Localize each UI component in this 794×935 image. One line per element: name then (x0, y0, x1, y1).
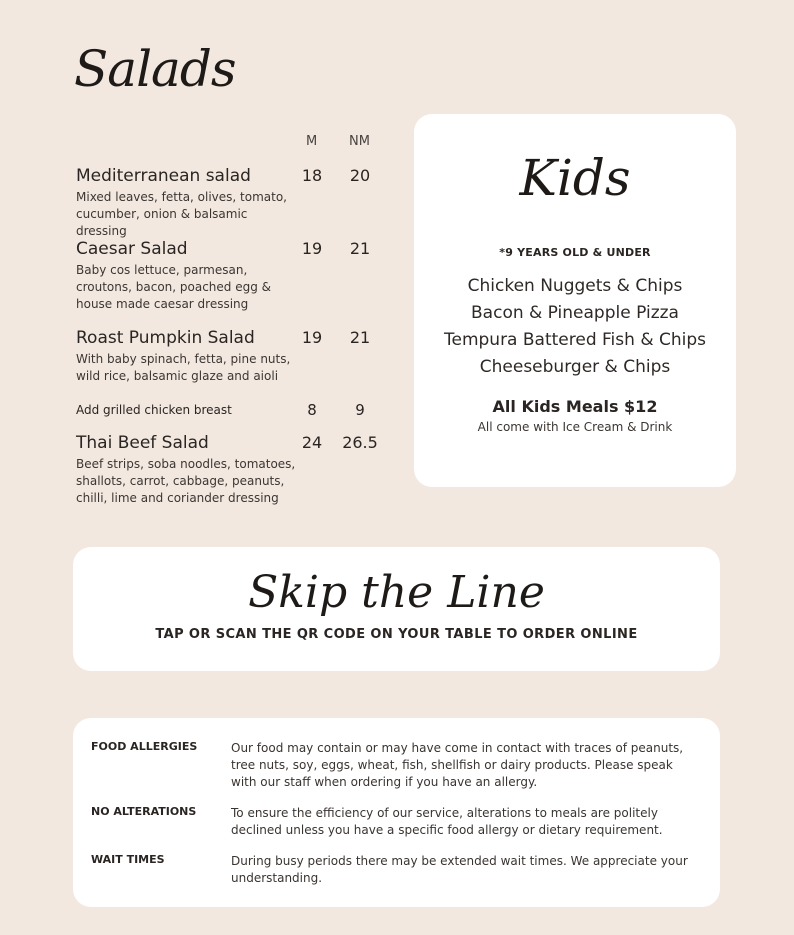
salad-item-thai-beef (76, 433, 396, 507)
price-m: 18 (301, 166, 323, 185)
kids-meal-item: Chicken Nuggets & Chips (467, 276, 683, 296)
qr-order-instruction: TAP OR SCAN THE QR CODE ON YOUR TABLE TO ORDER ONLINE (155, 627, 638, 642)
price-m: 19 (301, 328, 323, 347)
skip-the-line-card (73, 547, 720, 671)
salads-heading: Salads (74, 40, 236, 98)
price-nm: 9 (355, 401, 365, 419)
salad-item-mediterranean (76, 166, 396, 240)
kids-heading: Kids (519, 149, 631, 207)
price-nm: 21 (349, 239, 371, 258)
salad-name: Mediterranean salad (76, 166, 251, 186)
price-m: 24 (301, 433, 323, 452)
price-nm: 20 (349, 166, 371, 185)
kids-meal-item: Bacon & Pineapple Pizza (471, 303, 679, 323)
price-nm: 26.5 (342, 433, 378, 452)
kids-meal-item: Cheeseburger & Chips (479, 357, 671, 377)
salad-description: With baby spinach, fetta, pine nuts, wild rice, balsamic glaze and aioli (76, 352, 291, 383)
kids-included-note: All come with Ice Cream & Drink (477, 420, 673, 434)
kids-meal-list (414, 273, 736, 381)
salad-description: Baby cos lettuce, parmesan, croutons, bacon, poached egg & house made caesar dressing (76, 263, 272, 311)
salad-name: Caesar Salad (76, 239, 188, 259)
kids-age-note: *9 YEARS OLD & UNDER (499, 246, 651, 259)
info-label: FOOD ALLERGIES (91, 740, 198, 753)
price-nm: 21 (349, 328, 371, 347)
salad-name: Thai Beef Salad (76, 433, 209, 453)
addon-name: Add grilled chicken breast (76, 403, 232, 417)
info-label: NO ALTERATIONS (91, 805, 197, 818)
kids-price: All Kids Meals $12 (492, 397, 658, 416)
column-header-nm: NM (349, 134, 370, 149)
info-label: WAIT TIMES (91, 853, 165, 866)
info-text: To ensure the efficiency of our service, alterations to meals are politely declined unless you have a specific food allergy or dietary requirement. (231, 806, 663, 837)
salad-name: Roast Pumpkin Salad (76, 328, 255, 348)
skip-heading: Skip the Line (248, 567, 545, 618)
salad-addon-chicken (76, 401, 396, 419)
salad-item-roast-pumpkin (76, 328, 396, 385)
kids-meal-item: Tempura Battered Fish & Chips (443, 330, 706, 350)
kids-menu-card (414, 114, 736, 487)
column-header-m: M (306, 134, 318, 149)
salad-description: Mixed leaves, fetta, olives, tomato, cucumber, onion & balsamic dressing (76, 190, 287, 238)
salad-item-caesar (76, 239, 396, 313)
info-text: During busy periods there may be extended wait times. We appreciate your understanding. (231, 854, 688, 885)
info-text: Our food may contain or may have come in contact with traces of peanuts, tree nuts, soy, eggs, wheat, fish, shellfish or dairy products. Please speak with our staff when ordering if you have an allergy. (231, 741, 684, 789)
price-m: 8 (307, 401, 317, 419)
salad-description: Beef strips, soba noodles, tomatoes, shallots, carrot, cabbage, peanuts, chilli, lime and coriander dressing (76, 457, 296, 505)
info-card (73, 718, 720, 907)
price-m: 19 (301, 239, 323, 258)
